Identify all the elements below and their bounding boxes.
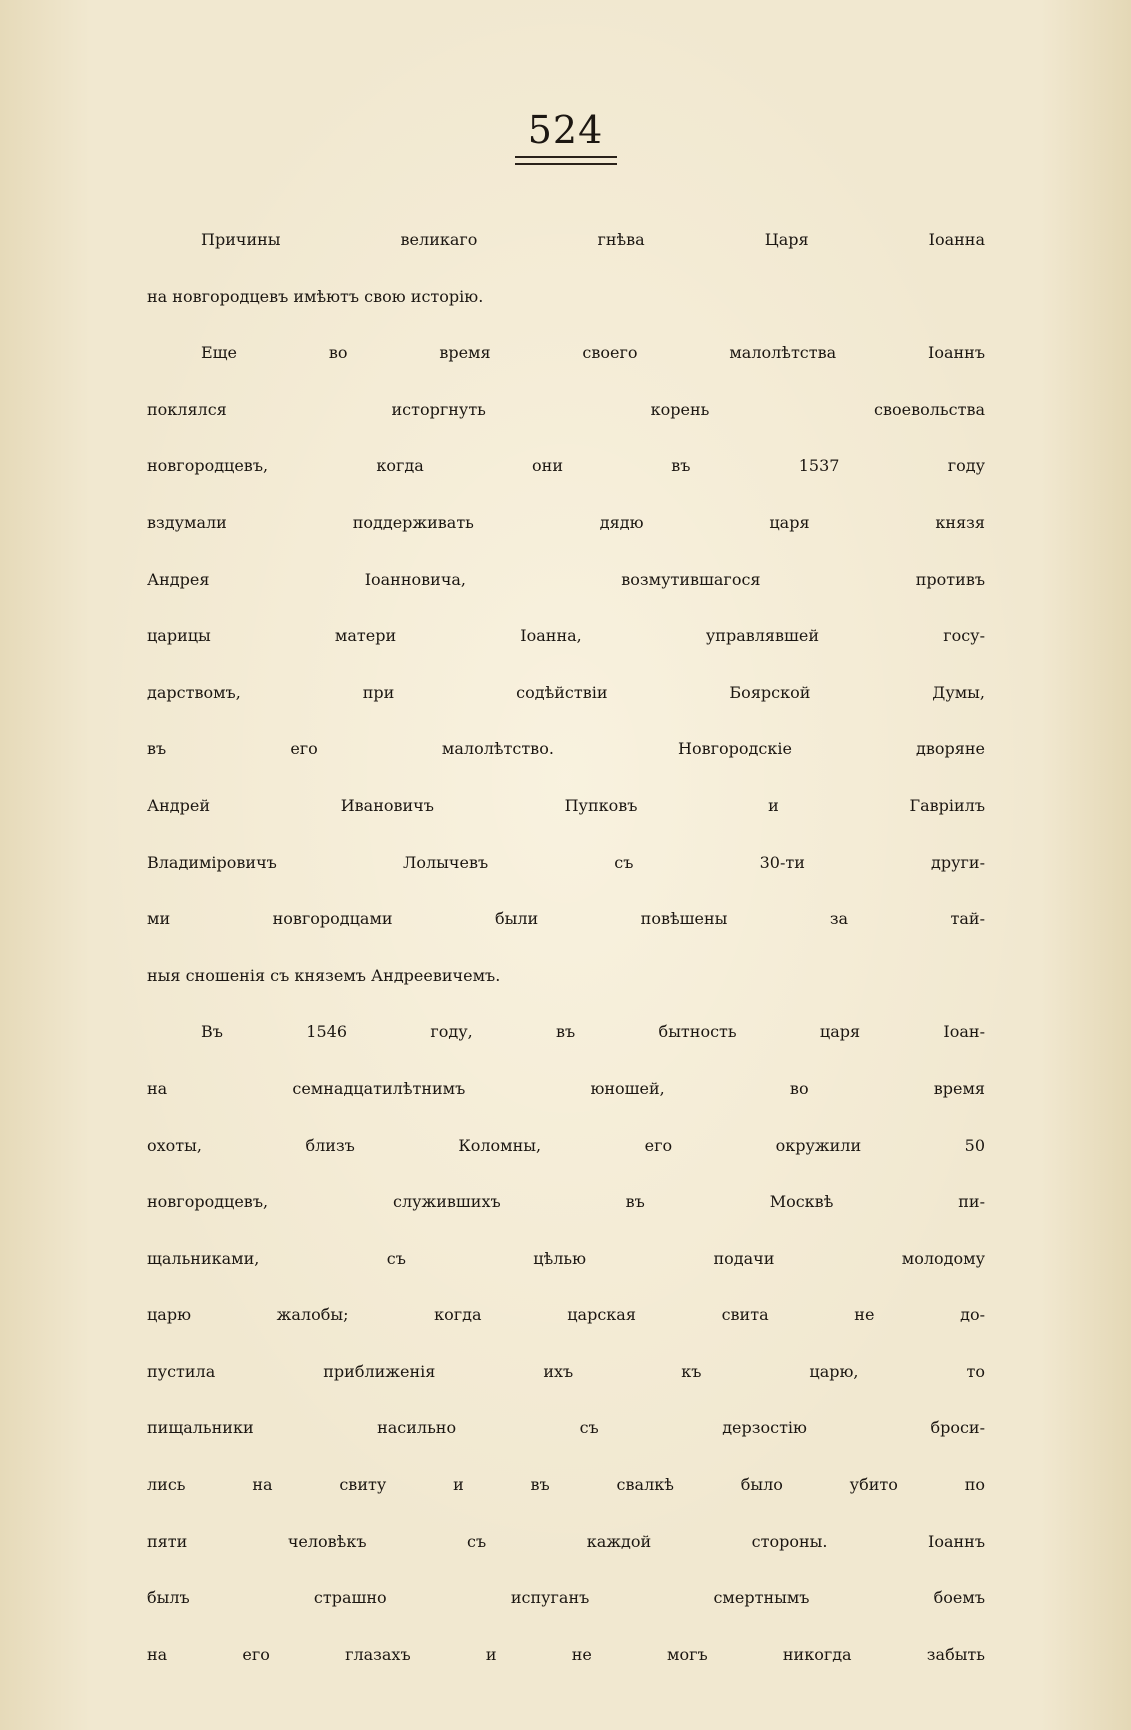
text-line: на семнадцатилѣтнимъ юношей, во время <box>147 1078 985 1098</box>
text-line: Въ 1546 году, въ бытность царя Іоан- <box>201 1022 985 1042</box>
text-line: дарствомъ, при содѣйствіи Боярской Думы, <box>147 682 985 702</box>
text-line: ми новгородцами были повѣшены за тай- <box>147 909 985 929</box>
text-line: пустила приближенія ихъ къ царю, то <box>147 1361 985 1381</box>
page-header <box>0 108 1131 165</box>
paragraph-1 <box>147 212 985 325</box>
text-line: на его глазахъ и не могъ никогда забыть <box>147 1644 985 1664</box>
body-text <box>147 212 985 1683</box>
text-line: поклялся исторгнуть корень своевольства <box>147 399 985 419</box>
text-line: вздумали поддерживать дядю царя князя <box>147 512 985 532</box>
text-line: охоты, близъ Коломны, его окружили 50 <box>147 1135 985 1155</box>
paragraph-3 <box>147 1004 985 1683</box>
text-line: царю жалобы; когда царская свита не до- <box>147 1305 985 1325</box>
text-line: Андрея Іоанновича, возмутившагося противъ <box>147 569 985 589</box>
text-line: царицы матери Іоанна, управлявшей госу- <box>147 626 985 646</box>
text-line: на новгородцевъ имѣютъ свою исторію. <box>147 286 484 306</box>
page-number: 524 <box>527 108 604 152</box>
text-line: Владиміровичъ Лолычевъ съ 30-ти други- <box>147 852 985 872</box>
text-line: Еще во время своего малолѣтства Іоаннъ <box>201 343 985 363</box>
header-double-rule <box>515 156 617 165</box>
text-line: пищальники насильно съ дерзостію броси- <box>147 1418 985 1438</box>
text-line: Причины великаго гнѣва Царя Іоанна <box>201 230 985 249</box>
text-line: Андрей Ивановичъ Пупковъ и Гавріилъ <box>147 795 985 815</box>
text-line: пяти человѣкъ съ каждой стороны. Іоаннъ <box>147 1531 985 1551</box>
text-line: ныя сношенія съ княземъ Андреевичемъ. <box>147 965 501 985</box>
text-line: лись на свиту и въ свалкѣ было убито по <box>147 1475 985 1495</box>
text-line: былъ страшно испуганъ смертнымъ боемъ <box>147 1588 985 1608</box>
text-line: въ его малолѣтство. Новгородскіе дворяне <box>147 739 985 759</box>
paragraph-2 <box>147 325 985 1004</box>
text-line: щальниками, съ цѣлью подачи молодому <box>147 1248 985 1268</box>
text-line: новгородцевъ, служившихъ въ Москвѣ пи- <box>147 1192 985 1212</box>
text-line: новгородцевъ, когда они въ 1537 году <box>147 456 985 476</box>
